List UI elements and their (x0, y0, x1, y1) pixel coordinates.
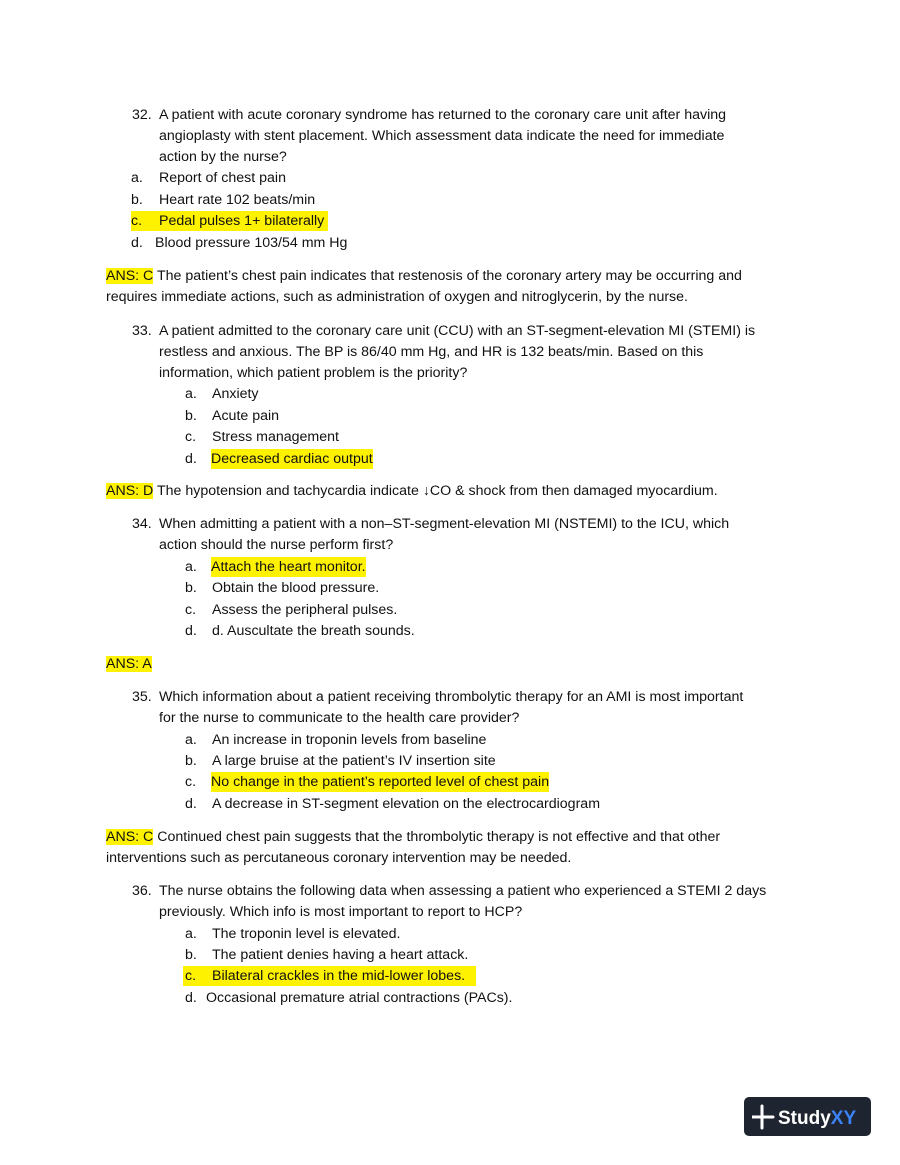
question-number: 33. (132, 323, 152, 339)
option-text: No change in the patient’s reported level of chest pain (211, 774, 550, 790)
answer-label: ANS: C (106, 268, 154, 284)
option-text: Pedal pulses 1+ bilaterally (159, 213, 325, 229)
option-letter: b. (185, 580, 197, 596)
answer-line (106, 827, 720, 847)
option-text: A large bruise at the patient’s IV insertion site (212, 753, 496, 769)
option-letter: a. (131, 170, 143, 186)
option-letter: b. (185, 408, 197, 424)
question-stem-line: restless and anxious. The BP is 86/40 mm Hg, and HR is 132 beats/min. Based on this (159, 344, 704, 360)
option-text: Heart rate 102 beats/min (159, 192, 316, 208)
question-stem-line: The nurse obtains the following data when assessing a patient who experienced a STEMI 2 days (159, 883, 767, 899)
option-text: Obtain the blood pressure. (212, 580, 380, 596)
question-number: 35. (132, 689, 152, 705)
question-stem-line: When admitting a patient with a non–ST-segment-elevation MI (NSTEMI) to the ICU, which (159, 516, 730, 532)
question-stem-line: previously. Which info is most important to report to HCP? (159, 904, 523, 920)
option-letter: c. (185, 774, 197, 790)
option-letter: d. (185, 796, 197, 812)
question-stem-line: A patient admitted to the coronary care unit (CCU) with an ST-segment-elevation MI (STEMI) is (159, 323, 756, 339)
option-letter: c. (185, 968, 197, 984)
option-letter: d. (131, 235, 143, 251)
svg-text:StudyXY: StudyXY (777, 1107, 856, 1129)
option-letter: b. (185, 753, 197, 769)
studyxy-logo-mark (752, 1104, 864, 1130)
answer-label: ANS: D (106, 483, 154, 499)
answer-line (106, 654, 152, 674)
rationale-text: requires immediate actions, such as administration of oxygen and nitroglycerin, by the nurse. (106, 289, 688, 305)
option-letter: d. (185, 451, 197, 467)
option-letter: c. (131, 213, 143, 229)
option-text: Report of chest pain (159, 170, 286, 186)
question-stem-line: Which information about a patient receiving thrombolytic therapy for an AMI is most important (159, 689, 744, 705)
question-stem-line: A patient with acute coronary syndrome has returned to the coronary care unit after having (159, 107, 727, 123)
option-letter: a. (185, 926, 197, 942)
option-text: d. Auscultate the breath sounds. (212, 623, 415, 639)
rationale-text: interventions such as percutaneous coronary intervention may be needed. (106, 850, 572, 866)
option-text: An increase in troponin levels from baseline (212, 732, 487, 748)
answer-label: ANS: A (106, 656, 152, 672)
question-stem-line: action should the nurse perform first? (159, 537, 394, 553)
option-letter: a. (185, 732, 197, 748)
option-text: Acute pain (212, 408, 280, 424)
option-letter: b. (131, 192, 143, 208)
rationale-text: The patient’s chest pain indicates that restenosis of the coronary artery may be occurring and (153, 268, 742, 284)
option-text: Anxiety (212, 386, 259, 402)
option-text: Occasional premature atrial contractions (PACs). (206, 990, 513, 1006)
question-stem-line: for the nurse to communicate to the health care provider? (159, 710, 520, 726)
answer-label: ANS: C (106, 829, 154, 845)
studyxy-logo (744, 1097, 871, 1136)
option-text: Attach the heart monitor. (211, 559, 366, 575)
question-number: 32. (132, 107, 152, 123)
answer-line (106, 481, 718, 501)
rationale-text: The hypotension and tachycardia indicate ↓CO & shock from then damaged myocardium. (153, 483, 718, 499)
answer-line (106, 266, 742, 286)
option-text: Blood pressure 103/54 mm Hg (155, 235, 348, 251)
option-letter: a. (185, 386, 197, 402)
question-stem-line: information, which patient problem is the priority? (159, 365, 468, 381)
option-letter: d. (185, 623, 197, 639)
question-stem-line: action by the nurse? (159, 149, 287, 165)
question-stem-line: angioplasty with stent placement. Which assessment data indicate the need for immediate (159, 128, 725, 144)
option-text: Assess the peripheral pulses. (212, 602, 398, 618)
option-letter: c. (185, 429, 197, 445)
question-number: 36. (132, 883, 152, 899)
option-letter: b. (185, 947, 197, 963)
option-text: Decreased cardiac output (211, 451, 373, 467)
rationale-text: Continued chest pain suggests that the thrombolytic therapy is not effective and that other (153, 829, 721, 845)
option-letter: c. (185, 602, 197, 618)
option-text: A decrease in ST-segment elevation on the electrocardiogram (212, 796, 601, 812)
option-letter: a. (185, 559, 197, 575)
option-text: Stress management (212, 429, 339, 445)
option-text: The troponin level is elevated. (212, 926, 401, 942)
option-text: The patient denies having a heart attack. (212, 947, 469, 963)
option-text: Bilateral crackles in the mid-lower lobes. (212, 968, 466, 984)
question-number: 34. (132, 516, 152, 532)
option-letter: d. (185, 990, 197, 1006)
